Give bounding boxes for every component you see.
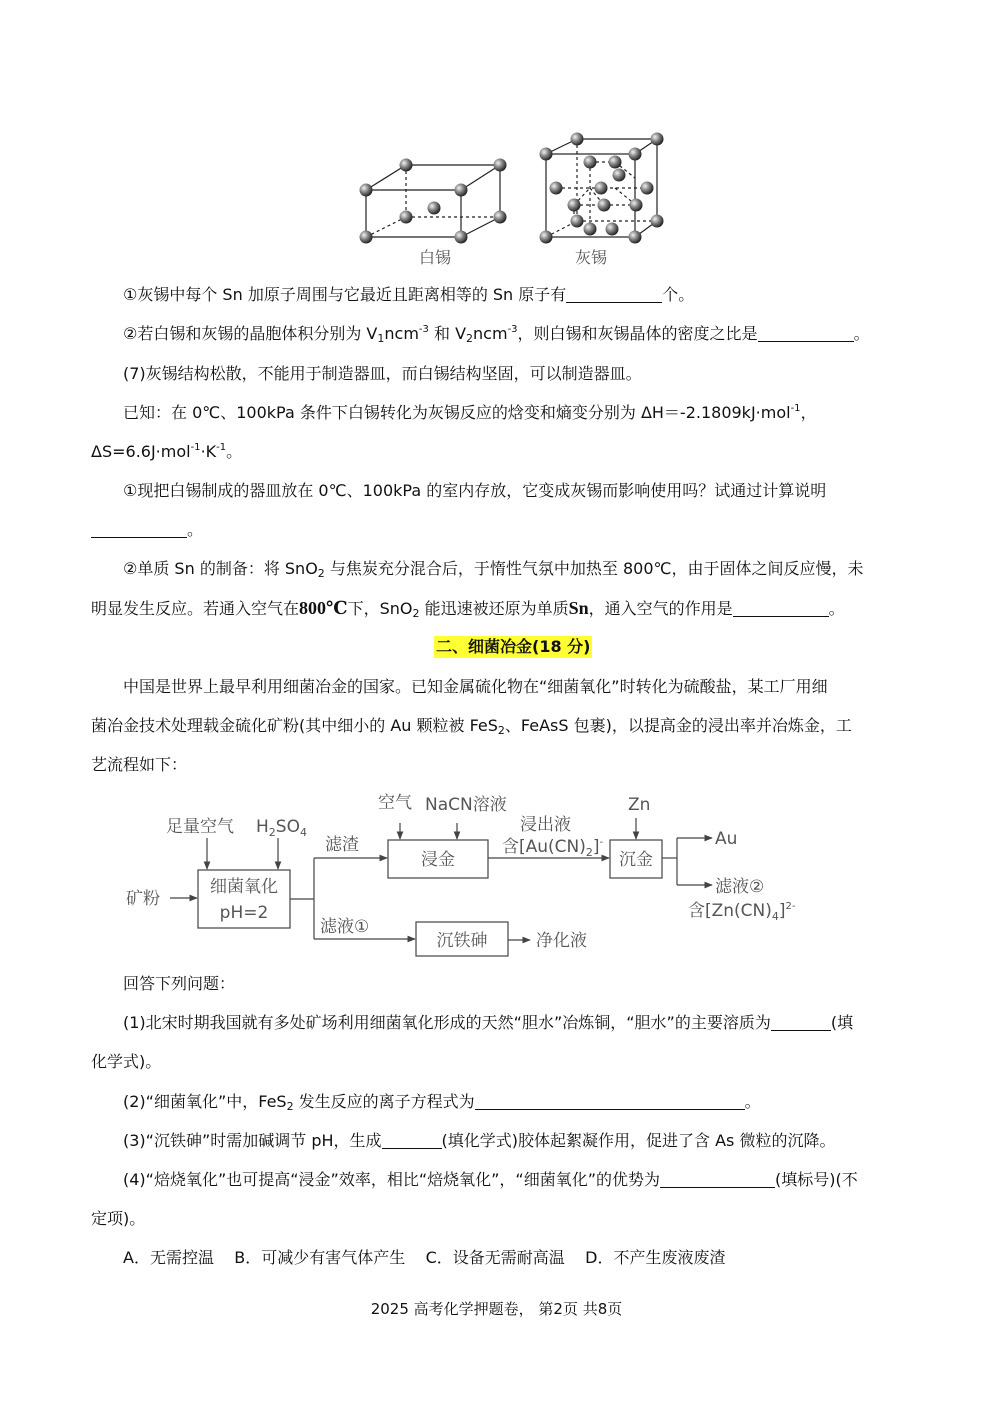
flow-contains-aucn: 含$[Au(CN)_2]^-$	[502, 837, 604, 859]
q6-part1: ①灰锡中每个 Sn 加原子周围与它最近且距离相等的 Sn 原子有 个。	[123, 285, 695, 304]
gray-tin-atoms	[540, 133, 664, 244]
answer-blank[interactable]	[733, 600, 829, 617]
answer-blank[interactable]	[566, 286, 662, 303]
q7-part1: ①现把白锡制成的器皿放在 0℃、100kPa 的室内存放，它变成灰锡而影响使用吗？试通过计算说明	[123, 481, 827, 500]
q7-part2-line1: ②单质 Sn 的制备：将 SnO$_2$ 与焦炭充分混合后，于惰性气氛中加热至 800℃，由于固体之间反应慢，未	[123, 559, 864, 580]
flow-zn: Zn	[628, 795, 651, 815]
section2-intro-line3: 艺流程如下：	[91, 755, 188, 774]
section2-intro-line1: 中国是世界上最早利用细菌冶金的国家。已知金属硫化物在“细菌氧化”时转化为硫酸盐，某工厂用细	[123, 677, 828, 696]
flow-residue: 滤渣	[325, 835, 359, 855]
white-tin-label: 白锡	[418, 248, 452, 267]
q6-part2: ②若白锡和灰锡的晶胞体积分别为 $V_1ncm^{-3}$ 和 $V_2ncm^{-3}$，则白锡和灰锡晶体的密度之比是 。	[123, 324, 870, 345]
gray-tin-label: 灰锡	[574, 248, 608, 267]
flow-au: Au	[715, 829, 738, 849]
question-2: (2)“细菌氧化”中，FeS$_2$ 发生反应的离子方程式为 。	[123, 1092, 761, 1113]
question-4-line1: (4)“焙烧氧化”也可提高“浸金”效率，相比“焙烧氧化”，“细菌氧化”的优势为 (填标号)(不	[123, 1170, 858, 1189]
answer-blank[interactable]	[758, 325, 854, 342]
answer-blank[interactable]	[382, 1132, 442, 1149]
question-4-options: A．无需控温 B．可减少有害气体产生 C．设备无需耐高温 D．不产生废液废渣	[123, 1248, 726, 1267]
flow-nacn: NaCN溶液	[425, 795, 507, 815]
flow-air: 空气	[378, 793, 412, 813]
white-tin-cell	[366, 165, 500, 237]
page-footer: 2025 高考化学押题卷， 第2页 共8页	[370, 1300, 623, 1318]
question-3: (3)“沉铁砷”时需加碱调节 pH，生成 (填化学式)胶体起絮凝作用，促进了含 As 微粒的沉降。	[123, 1131, 836, 1150]
flow-leachate: 浸出液	[520, 815, 571, 835]
q7-entropy: $\Delta S=6.6J\cdot mol^{-1}\cdot K^{-1}$。	[91, 442, 243, 461]
flow-filtrate2: 滤液②	[715, 877, 765, 897]
flow-bacterial-oxidation-box-line1: 细菌氧化	[210, 877, 278, 897]
flow-iron-arsenic-box: 沉铁砷	[436, 931, 488, 951]
q7-part2-line2: 明显发生反应。若通入空气在800℃下，SnO$_2$ 能迅速被还原为单质Sn，通入空气的作用是 。	[91, 598, 845, 620]
flow-purified: 净化液	[536, 931, 587, 951]
flow-leach-box: 浸金	[421, 850, 455, 870]
flow-h2so4: $H_2SO_4$	[256, 817, 307, 839]
q7-intro: (7)灰锡结构松散，不能用于制造器皿，而白锡结构坚固，可以制造器皿。	[123, 364, 642, 383]
question-4-line2: 定项)。	[91, 1209, 146, 1228]
process-flow-diagram	[120, 788, 810, 966]
section2-intro-line2: 菌冶金技术处理载金硫化矿粉(其中细小的 Au 颗粒被 FeS$_2$、FeAsS 包裹)，以提高金的浸出率并冶炼金，工	[91, 716, 852, 737]
q7-known: 已知：在 0℃、100kPa 条件下白锡转化为灰锡反应的焓变和熵变分别为 ΔH＝-2.1809kJ·mol$^{-1}$，	[123, 403, 817, 422]
flow-ore: 矿粉	[126, 889, 160, 909]
question-1-line1: (1)北宋时期我国就有多处矿场利用细菌氧化形成的天然“胆水”冶炼铜，“胆水”的主要溶质为 (填	[123, 1013, 854, 1032]
flow-contains-zncn: 含$[Zn(CN)_4]^{2-}$	[688, 901, 796, 923]
white-tin-atoms	[360, 159, 507, 244]
section-title: 二、细菌冶金(18 分)	[436, 637, 591, 656]
answer-prompt: 回答下列问题：	[123, 974, 236, 993]
tin-crystal-figure	[350, 125, 680, 275]
flow-precip-box: 沉金	[619, 850, 653, 870]
answer-blank[interactable]	[771, 1014, 831, 1031]
answer-blank[interactable]	[91, 521, 187, 538]
flow-bacterial-oxidation-box-line2: pH=2	[219, 903, 269, 923]
question-1-line2: 化学式)。	[91, 1052, 162, 1071]
flow-filtrate1: 滤液①	[320, 917, 370, 937]
q7-part1-answer: 。	[91, 519, 203, 541]
answer-blank[interactable]	[475, 1093, 745, 1110]
flow-air-excess: 足量空气	[166, 817, 234, 837]
answer-blank[interactable]	[660, 1171, 775, 1188]
